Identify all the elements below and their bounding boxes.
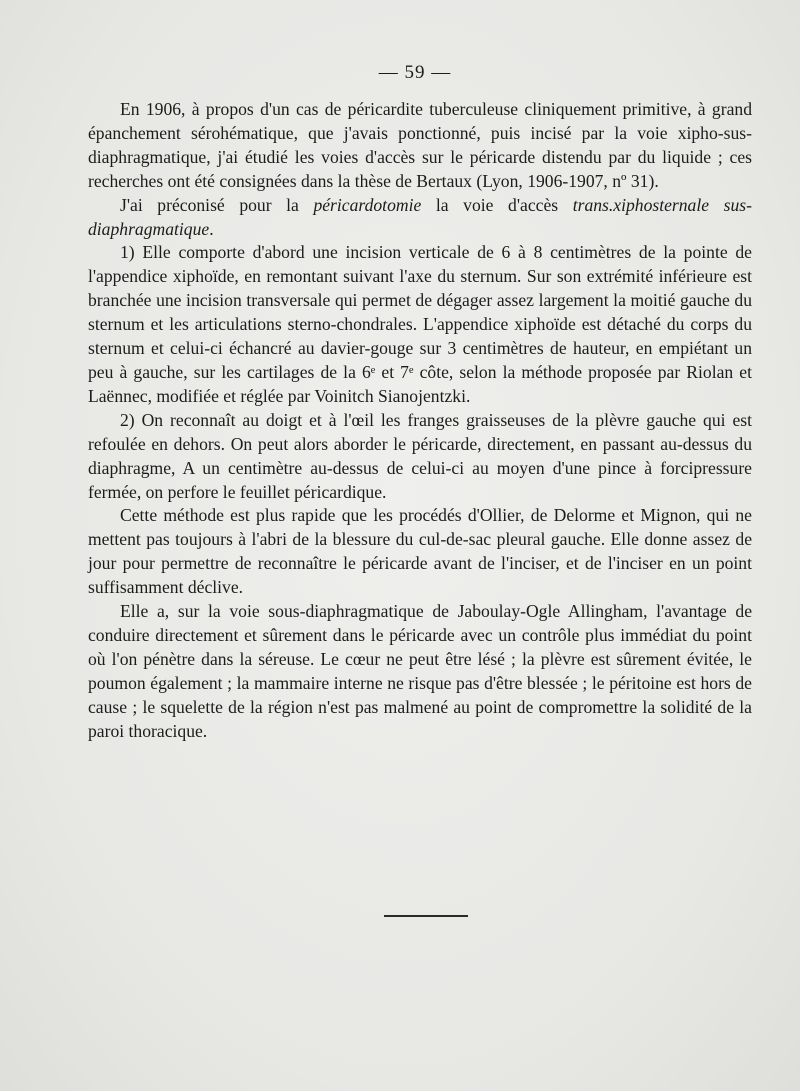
text-run: J'ai préconisé pour la	[120, 194, 314, 215]
text-run: Cette méthode est plus rapide que les procédés d'Ollier, de Delorme et Mignon, qui ne mettent pas toujours à l'abri de la blessure du cul-de-sac pleural gauche. Elle donne assez de jour pour permettre de reconnaître le péricarde avant de l'inciser, et de l'inciser en un point suffisamment déclive.	[88, 505, 752, 598]
italic-run: péricardotomie	[313, 194, 422, 215]
end-rule	[384, 915, 468, 917]
paragraph	[88, 409, 752, 505]
paragraph	[88, 98, 752, 194]
paragraph	[88, 241, 752, 408]
text-run: 1) Elle comporte d'abord une incision verticale de 6 à 8 centimètres de la pointe de l'appendice xiphoïde, en remontant suivant l'axe du sternum. Sur son extrémité inférieure est branchée une incision transversale qui permet de dégager assez largement la moitié gauche du sternum et les articulations sterno-chondrales. L'appendice xiphoïde est détaché du corps du sternum et celui-ci échancré au davier-gouge sur 3 centimètres de hauteur, en empiétant un peu à gauche, sur les cartilages de la 6ᵉ et 7ᵉ côte, selon la méthode proposée par Riolan et Laënnec, modifiée et réglée par Voinitch Sianojentzki.	[88, 242, 752, 406]
text-run: En 1906, à propos d'un cas de péricardite tuberculeuse cliniquement primitive, à grand épanchement sérohématique, que j'avais ponctionné, puis incisé par la voie xipho-sus-diaphragmatique, j'ai étudié les voies d'accès sur le péricarde distendu par du liquide ; ces recherches ont été consignées dans la thèse de Bertaux (Lyon, 1906-1907, nº 31).	[88, 99, 752, 191]
text-run: .	[209, 218, 214, 239]
text-run: la voie d'accès	[421, 194, 573, 215]
text-run: 2) On reconnaît au doigt et à l'œil les franges graisseuses de la plèvre gauche qui est refoulée en dehors. On peut alors aborder le péricarde, directement, en passant au-dessus du diaphragme, A un centimètre au-dessus de celui-ci au moyen d'une pince à forcipressure fermée, on perfore le feuillet péricardique.	[88, 409, 752, 502]
body-text	[88, 98, 752, 743]
page-number: — 59 —	[378, 62, 452, 83]
paragraph	[88, 504, 752, 600]
text-run: Elle a, sur la voie sous-diaphragmatique de Jaboulay-Ogle Allingham, l'avantage de conduire directement et sûrement dans le péricarde avec un contrôle plus immédiat du point où l'on pénètre dans la séreuse. Le cœur ne peut être lésé ; la plèvre est sûrement évitée, le poumon également ; la mammaire interne ne risque pas d'être blessée ; le péritoine est hors de cause ; le squelette de la région n'est pas malmené au point de compromettre la solidité de la paroi thoracique.	[88, 601, 752, 741]
italic-run: trans.xiphosternale sus-diaphragmatique	[88, 194, 752, 239]
paragraph	[88, 600, 752, 743]
paragraph	[88, 194, 752, 242]
